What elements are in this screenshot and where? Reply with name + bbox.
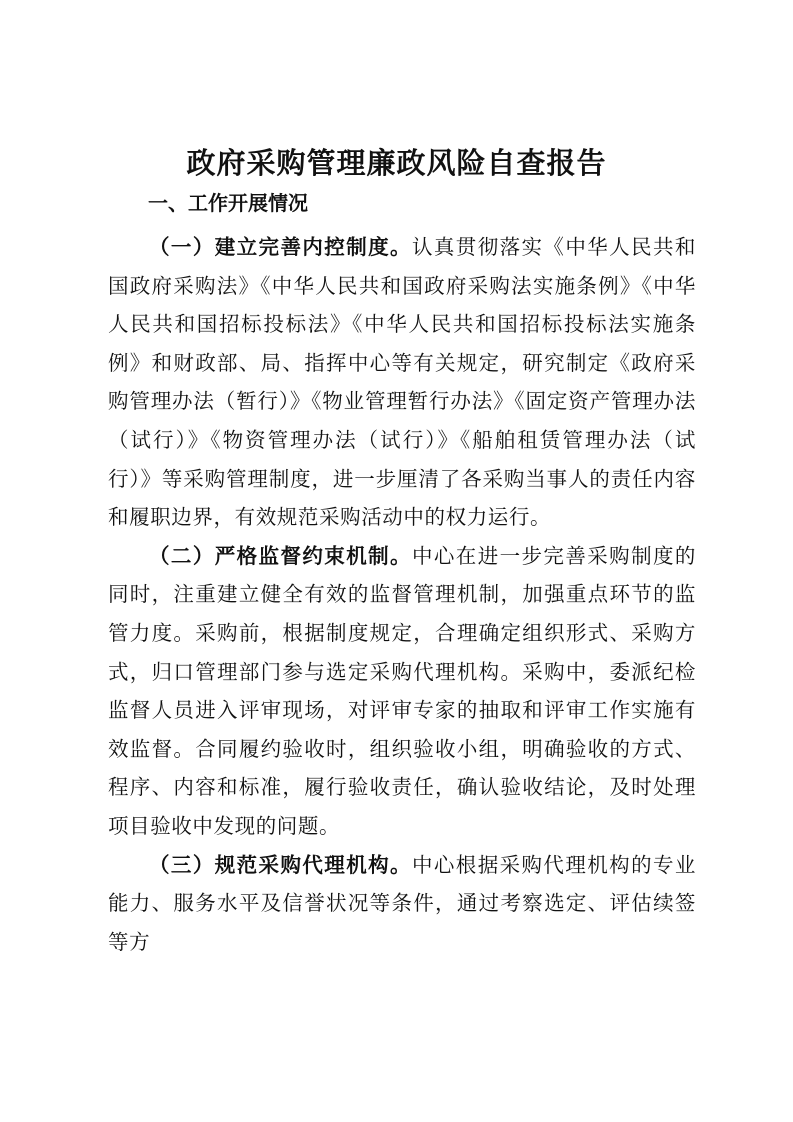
paragraph-text: 中心根据采购代理机构的专业能力、服务水平及信誉状况等条件，通过考察选定、评估续签等方 — [108, 852, 696, 954]
paragraph-text: 中心在进一步完善采购制度的同时，注重建立健全有效的监督管理机制，加强重点环节的监管力度。采购前，根据制度规定，合理确定组织形式、采购方式，归口管理部门参与选定采购代理机构。采购中，委派纪检监督人员进入评审现场，对评审专家的抽取和评审工作实施有效监督。合同履约验收时，组织验收小组，明确验收的方式、程序、内容和标准，履行验收责任，确认验收结论，及时处理项目验收中发现的问题。 — [108, 543, 696, 838]
document-title: 政府采购管理廉政风险自查报告 — [186, 146, 607, 180]
paragraph-text: 认真贯彻落实《中华人民共和国政府采购法》《中华人民共和国政府采购法实施条例》《中华人民共和国招标投标法》《中华人民共和国招标投标法实施条例》和财政部、局、指挥中心等有关规定，研究制定《政府采购管理办法（暂行）》《物业管理暂行办法》《固定资产管理办法（试行）》《物资管理办法（试行）》《船舶租赁管理办法（试行）》等采购管理制度，进一步厘清了各采购当事人的责任内容和履职边界，有效规范采购活动中的权力运行。 — [108, 235, 696, 530]
document-body — [108, 228, 696, 961]
paragraph-lead: （三）规范采购代理机构。 — [149, 852, 412, 877]
paragraph-lead: （二）严格监督约束机制。 — [149, 543, 412, 568]
section-heading: 一、工作开展情况 — [148, 191, 308, 215]
paragraph-lead: （一）建立完善内控制度。 — [149, 235, 412, 259]
paragraph-supervision — [108, 537, 696, 846]
paragraph-agency — [108, 846, 696, 962]
paragraph-internal-control — [108, 228, 696, 537]
